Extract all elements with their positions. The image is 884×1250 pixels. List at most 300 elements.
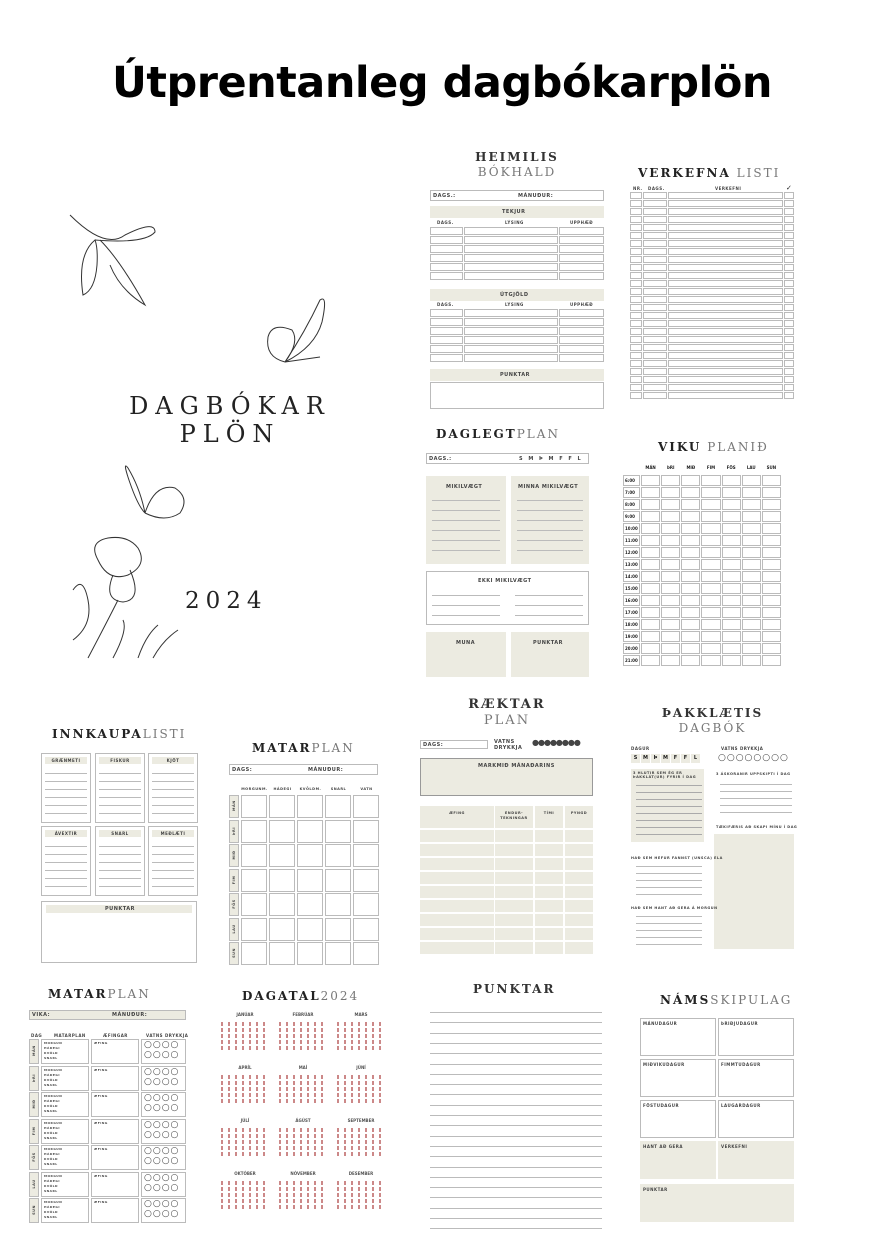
table-cell [681,535,700,546]
cover-year: 2024 [185,588,268,614]
water-drop-icons: ○○○○ ○○○○ [144,1146,180,1166]
col-dags: DAGS. [648,186,665,191]
table-cell [269,893,295,916]
hour-label: 17:00 [623,607,640,618]
ruled-line [517,540,583,541]
table-cell [742,475,761,486]
table-cell [681,607,700,618]
table-cell [643,248,667,255]
table-cell [630,296,642,303]
ruled-line [430,1064,602,1065]
manudur-label: MÁNUÐUR: [518,193,554,199]
hour-label: 6:00 [623,475,640,486]
table-cell [701,487,720,498]
table-cell [661,499,680,510]
table-cell [784,376,794,383]
page-title: RÆKTAR PLAN [468,697,546,728]
meal-label: MORGUN HÁDEGI KVÖLD SNARL [44,1120,63,1140]
table-cell [269,918,295,941]
cover-title-line2: PLÖN [179,420,281,448]
ruled-line [430,1208,602,1209]
ruled-line [45,805,87,806]
table-cell [297,844,323,867]
ruled-line [45,773,87,774]
table-cell [643,272,667,279]
table-cell [701,643,720,654]
ruled-line [45,781,87,782]
table-cell [681,511,700,522]
table-cell [742,571,761,582]
study-label: FÖSTUDAGUR [643,1103,680,1108]
table-cell [641,595,660,606]
table-cell [535,872,563,884]
table-cell [641,523,660,534]
ruled-line [430,1177,602,1178]
meal-label: MORGUN HÁDEGI KVÖLD SNARL [44,1067,63,1087]
table-cell [701,607,720,618]
table-cell [495,928,533,940]
ruled-line [152,846,194,847]
table-cell [495,844,533,856]
table-cell [722,619,741,630]
table-cell [269,795,295,818]
ruled-line [152,773,194,774]
table-cell [353,795,379,818]
hour-label: 16:00 [623,595,640,606]
col-verkefni: VERKEFNI [715,186,742,191]
q4-label: HAÐ SEM HEFUR FANNST (UNSCA) ELA [631,856,723,860]
col-nr: NR. [633,186,643,191]
table-cell [668,328,783,335]
table-cell [630,264,642,271]
table-cell [784,336,794,343]
table-cell [784,320,794,327]
hour-label: 12:00 [623,547,640,558]
month-label: MARS [354,1012,368,1017]
ruled-line [45,846,87,847]
category-label: SNARL [111,831,129,836]
column-header [565,806,593,828]
ruled-line [45,886,87,887]
ruled-line [99,773,141,774]
day-label: LAU [32,1178,36,1189]
ruled-line [430,1146,602,1147]
task-table [630,192,794,400]
hour-label: 20:00 [623,643,640,654]
page-title: VERKEFNA LISTI [638,166,781,180]
table-cell [784,392,794,399]
table-cell [668,368,783,375]
table-cell [762,547,781,558]
table-cell [661,631,680,642]
vatns-label: VATNS DRYKKJA [494,739,523,751]
butterfly-icon [260,292,330,372]
table-cell [630,328,642,335]
ruled-line [99,781,141,782]
ruled-line [515,595,583,596]
meal-label: MORGUN HÁDEGI KVÖLD SNARL [44,1041,63,1060]
table-cell [668,384,783,391]
table-cell [495,830,533,842]
ruled-line [636,834,702,835]
day-header: LAU [746,465,756,470]
table-cell [668,216,783,223]
table-cell [641,655,660,666]
day-label: FIM [32,1126,36,1135]
ruled-line [636,923,702,924]
table-cell [762,559,781,570]
table-cell [297,893,323,916]
table-cell [722,571,741,582]
table-cell [535,844,563,856]
mikilvaegt-label: MIKILVÆGT [446,484,483,490]
table-cell [641,631,660,642]
table-cell [643,216,667,223]
page-title: ÞAKKLÆTIS DAGBÓK [661,706,764,735]
table-cell [641,643,660,654]
table-cell [641,487,660,498]
table-cell [325,869,351,892]
ruled-line [430,1167,602,1168]
ruled-line [152,805,194,806]
ruled-line [430,1197,602,1198]
hour-label: 10:00 [623,523,640,534]
table-cell [297,869,323,892]
table-cell [643,304,667,311]
ruled-line [45,862,87,863]
table-cell [495,942,533,954]
ruled-line [430,1105,602,1106]
month-grid [221,1020,269,1050]
punktar-box [511,632,589,677]
table-cell [565,928,593,940]
table-cell [641,475,660,486]
ruled-line [432,500,500,501]
table-cell [297,942,323,965]
table-cell [661,535,680,546]
muna-box [426,632,506,677]
table-cell [742,535,761,546]
study-label: ÞRIÐJUDAGUR [721,1021,759,1026]
table-cell [762,643,781,654]
month-label: JANÚAR [236,1012,254,1017]
punktar-label: PUNKTAR [533,640,564,646]
ruled-line [99,854,141,855]
week-table [623,463,781,666]
punktar-label: PUNKTAR [643,1187,668,1192]
page-title: MATARPLAN [48,987,151,1001]
meal-label: MORGUN HÁDEGI KVÖLD SNARL [44,1200,63,1219]
table-cell [668,296,783,303]
table-cell [641,607,660,618]
ruled-line [45,797,87,798]
day-header: ÞRI [666,465,675,470]
table-cell [668,360,783,367]
ruled-line [432,540,500,541]
table-cell [643,296,667,303]
table-cell [742,607,761,618]
hour-label: 21:00 [623,655,640,666]
table-cell [641,583,660,594]
table-cell [353,820,379,843]
table-cell [742,499,761,510]
table-cell [784,248,794,255]
table-cell [668,336,783,343]
table-cell [722,523,741,534]
table-cell [784,272,794,279]
minna-label: MINNA MIKILVÆGT [518,484,579,490]
hour-label: 11:00 [623,535,640,546]
category-label: GRÆNMETI [51,758,81,763]
table-cell [535,900,563,912]
table-cell [722,595,741,606]
ruled-line [636,792,702,793]
water-drop-icons: ○○○○ ○○○○ [144,1066,180,1087]
column-label: ÆFING [449,811,465,815]
table-cell [742,583,761,594]
column-label: TÍMI [543,811,555,815]
col-lysing: LÝSING [505,302,524,307]
markmid-label: MARKMIÐ MÁNAÐARINS [478,763,555,769]
table-cell [742,559,761,570]
hour-label: 19:00 [623,631,640,642]
table-cell [643,368,667,375]
check-icon: ✓ [786,184,792,192]
table-cell [661,643,680,654]
ruled-line [99,797,141,798]
table-cell [722,559,741,570]
table-cell [762,583,781,594]
vatns-label: VATNS DRYKKJA [721,746,764,751]
table-cell [701,655,720,666]
table-cell [668,352,783,359]
table-cell [565,844,593,856]
ruled-line [99,789,141,790]
table-cell [762,655,781,666]
table-cell [701,571,720,582]
table-cell [630,256,642,263]
table-cell [681,523,700,534]
table-cell [643,232,667,239]
table-cell [630,280,642,287]
water-drop-icons: ○○○○ ○○○○ [144,1199,180,1219]
ruled-line [45,854,87,855]
cover-title-line1: DAGBÓKAR [129,392,331,420]
weekday-cell: M [661,754,670,763]
day-label: MIÐ [232,850,236,860]
ruled-line [45,789,87,790]
weekday-cell: F [671,754,680,763]
month-grid [221,1179,269,1209]
table-cell [420,886,494,898]
ruled-line [636,880,702,881]
table-cell [722,643,741,654]
ruled-line [45,878,87,879]
table-cell [681,547,700,558]
table-cell [701,523,720,534]
ruled-line [636,866,702,867]
month-grid [337,1126,385,1156]
day-label: LAU [232,923,236,934]
table-cell [641,559,660,570]
table-cell [420,872,494,884]
table-cell [535,914,563,926]
table-cell [784,216,794,223]
table-cell [681,487,700,498]
weekday-cell: M [641,754,650,763]
table-cell [643,312,667,319]
month-label: OKTÓBER [234,1171,256,1176]
ruled-line [430,1094,602,1095]
q5-label: HAÐ SEM HANT AÐ GERA Á MORGUN [631,906,718,910]
table-cell [762,523,781,534]
table-cell [701,583,720,594]
ruled-line [430,1115,602,1116]
table-cell [762,571,781,582]
ruled-line [636,799,702,800]
table-cell [762,499,781,510]
col-dags: DAGS. [437,220,454,225]
table-cell [353,893,379,916]
ruled-line [636,827,702,828]
column-header [420,806,494,828]
hour-label: 8:00 [623,499,640,510]
table-cell [668,232,783,239]
table-cell [630,376,642,383]
water-drop-icons: ○○○○○○○○ [718,753,789,763]
ruled-line [152,797,194,798]
study-label: FIMMTUDAGUR [721,1062,761,1067]
month-label: DESEMBER [348,1171,374,1176]
table-cell [668,240,783,247]
flower-icon [68,530,188,660]
table-cell [784,264,794,271]
day-label: MÁN [32,1045,36,1056]
ruled-line [636,785,702,786]
table-cell [722,631,741,642]
weekday-cell: L [691,754,700,763]
water-drop-icons: ○○○○ ○○○○ [144,1172,180,1193]
ruled-line [517,500,583,501]
month-label: SEPTEMBER [347,1118,375,1123]
table-cell [661,595,680,606]
table-cell [565,872,593,884]
table-cell [643,192,667,199]
table-cell [661,511,680,522]
table-cell [681,643,700,654]
day-label: FIM [232,875,236,884]
page-title: PUNKTAR [473,982,556,996]
aefing-label: ÆFING [94,1094,108,1098]
dagur-label: DAGUR [631,746,650,751]
table-cell [722,547,741,558]
water-drop-icons: ○○○○ ○○○○ [144,1093,180,1113]
ruled-line [99,805,141,806]
table-cell [565,830,593,842]
table-cell [784,200,794,207]
hour-label: 7:00 [623,487,640,498]
tekjur-label: TEKJUR [502,209,526,215]
table-cell [643,280,667,287]
table-cell [269,820,295,843]
table-cell [241,869,267,892]
table-cell [535,886,563,898]
table-cell [681,631,700,642]
ruled-line [517,520,583,521]
table-cell [630,200,642,207]
table-cell [241,893,267,916]
column-label: PYNGD [570,811,588,815]
table-cell [784,288,794,295]
ruled-line [430,1022,602,1023]
page-title: VIKU PLANIÐ [658,440,769,454]
month-grid [279,1179,327,1209]
muna-label: MUNA [456,640,476,646]
month-label: APRÍL [238,1065,252,1070]
table-cell [668,248,783,255]
day-header: MÁN [645,465,656,470]
day-label: SUN [232,948,236,958]
table-cell [495,914,533,926]
ruled-line [636,944,702,945]
month-label: ÁGÚST [295,1118,311,1123]
table-cell [325,795,351,818]
table-cell [297,918,323,941]
weekday-row: S M Þ M F F L [519,456,583,462]
table-cell [742,643,761,654]
table-cell [681,475,700,486]
table-cell [784,296,794,303]
month-grid [337,1073,385,1103]
table-cell [643,224,667,231]
hour-label: 15:00 [623,583,640,594]
table-cell [630,344,642,351]
table-cell [701,595,720,606]
table-cell [641,511,660,522]
hour-label: 18:00 [623,619,640,630]
ruled-line [517,510,583,511]
hour-label: 9:00 [623,511,640,522]
table-cell [742,487,761,498]
table-cell [742,619,761,630]
day-label: ÞRI [32,1073,36,1082]
table-cell [297,820,323,843]
punktar-label: PUNKTAR [105,906,136,912]
table-cell [681,595,700,606]
table-cell [269,942,295,965]
table-cell [762,595,781,606]
meal-label: MORGUN HÁDEGI KVÖLD SNARL [44,1173,63,1193]
table-cell [630,272,642,279]
category-label: KJÖT [166,758,180,763]
table-cell [784,280,794,287]
table-cell [641,499,660,510]
table-cell [269,844,295,867]
dags-label: DAGS: [232,767,253,773]
weekday-row [631,754,700,763]
col-upphaed: UPPHÆÐ [570,220,594,225]
month-label: JÚNÍ [356,1065,366,1070]
col-dags: DAGS. [437,302,454,307]
table-cell [784,328,794,335]
butterfly-icon [120,458,195,538]
column-header [535,806,563,828]
table-cell [353,918,379,941]
ruled-line [432,520,500,521]
table-cell [784,344,794,351]
table-cell [630,288,642,295]
day-label: ÞRI [232,826,236,835]
